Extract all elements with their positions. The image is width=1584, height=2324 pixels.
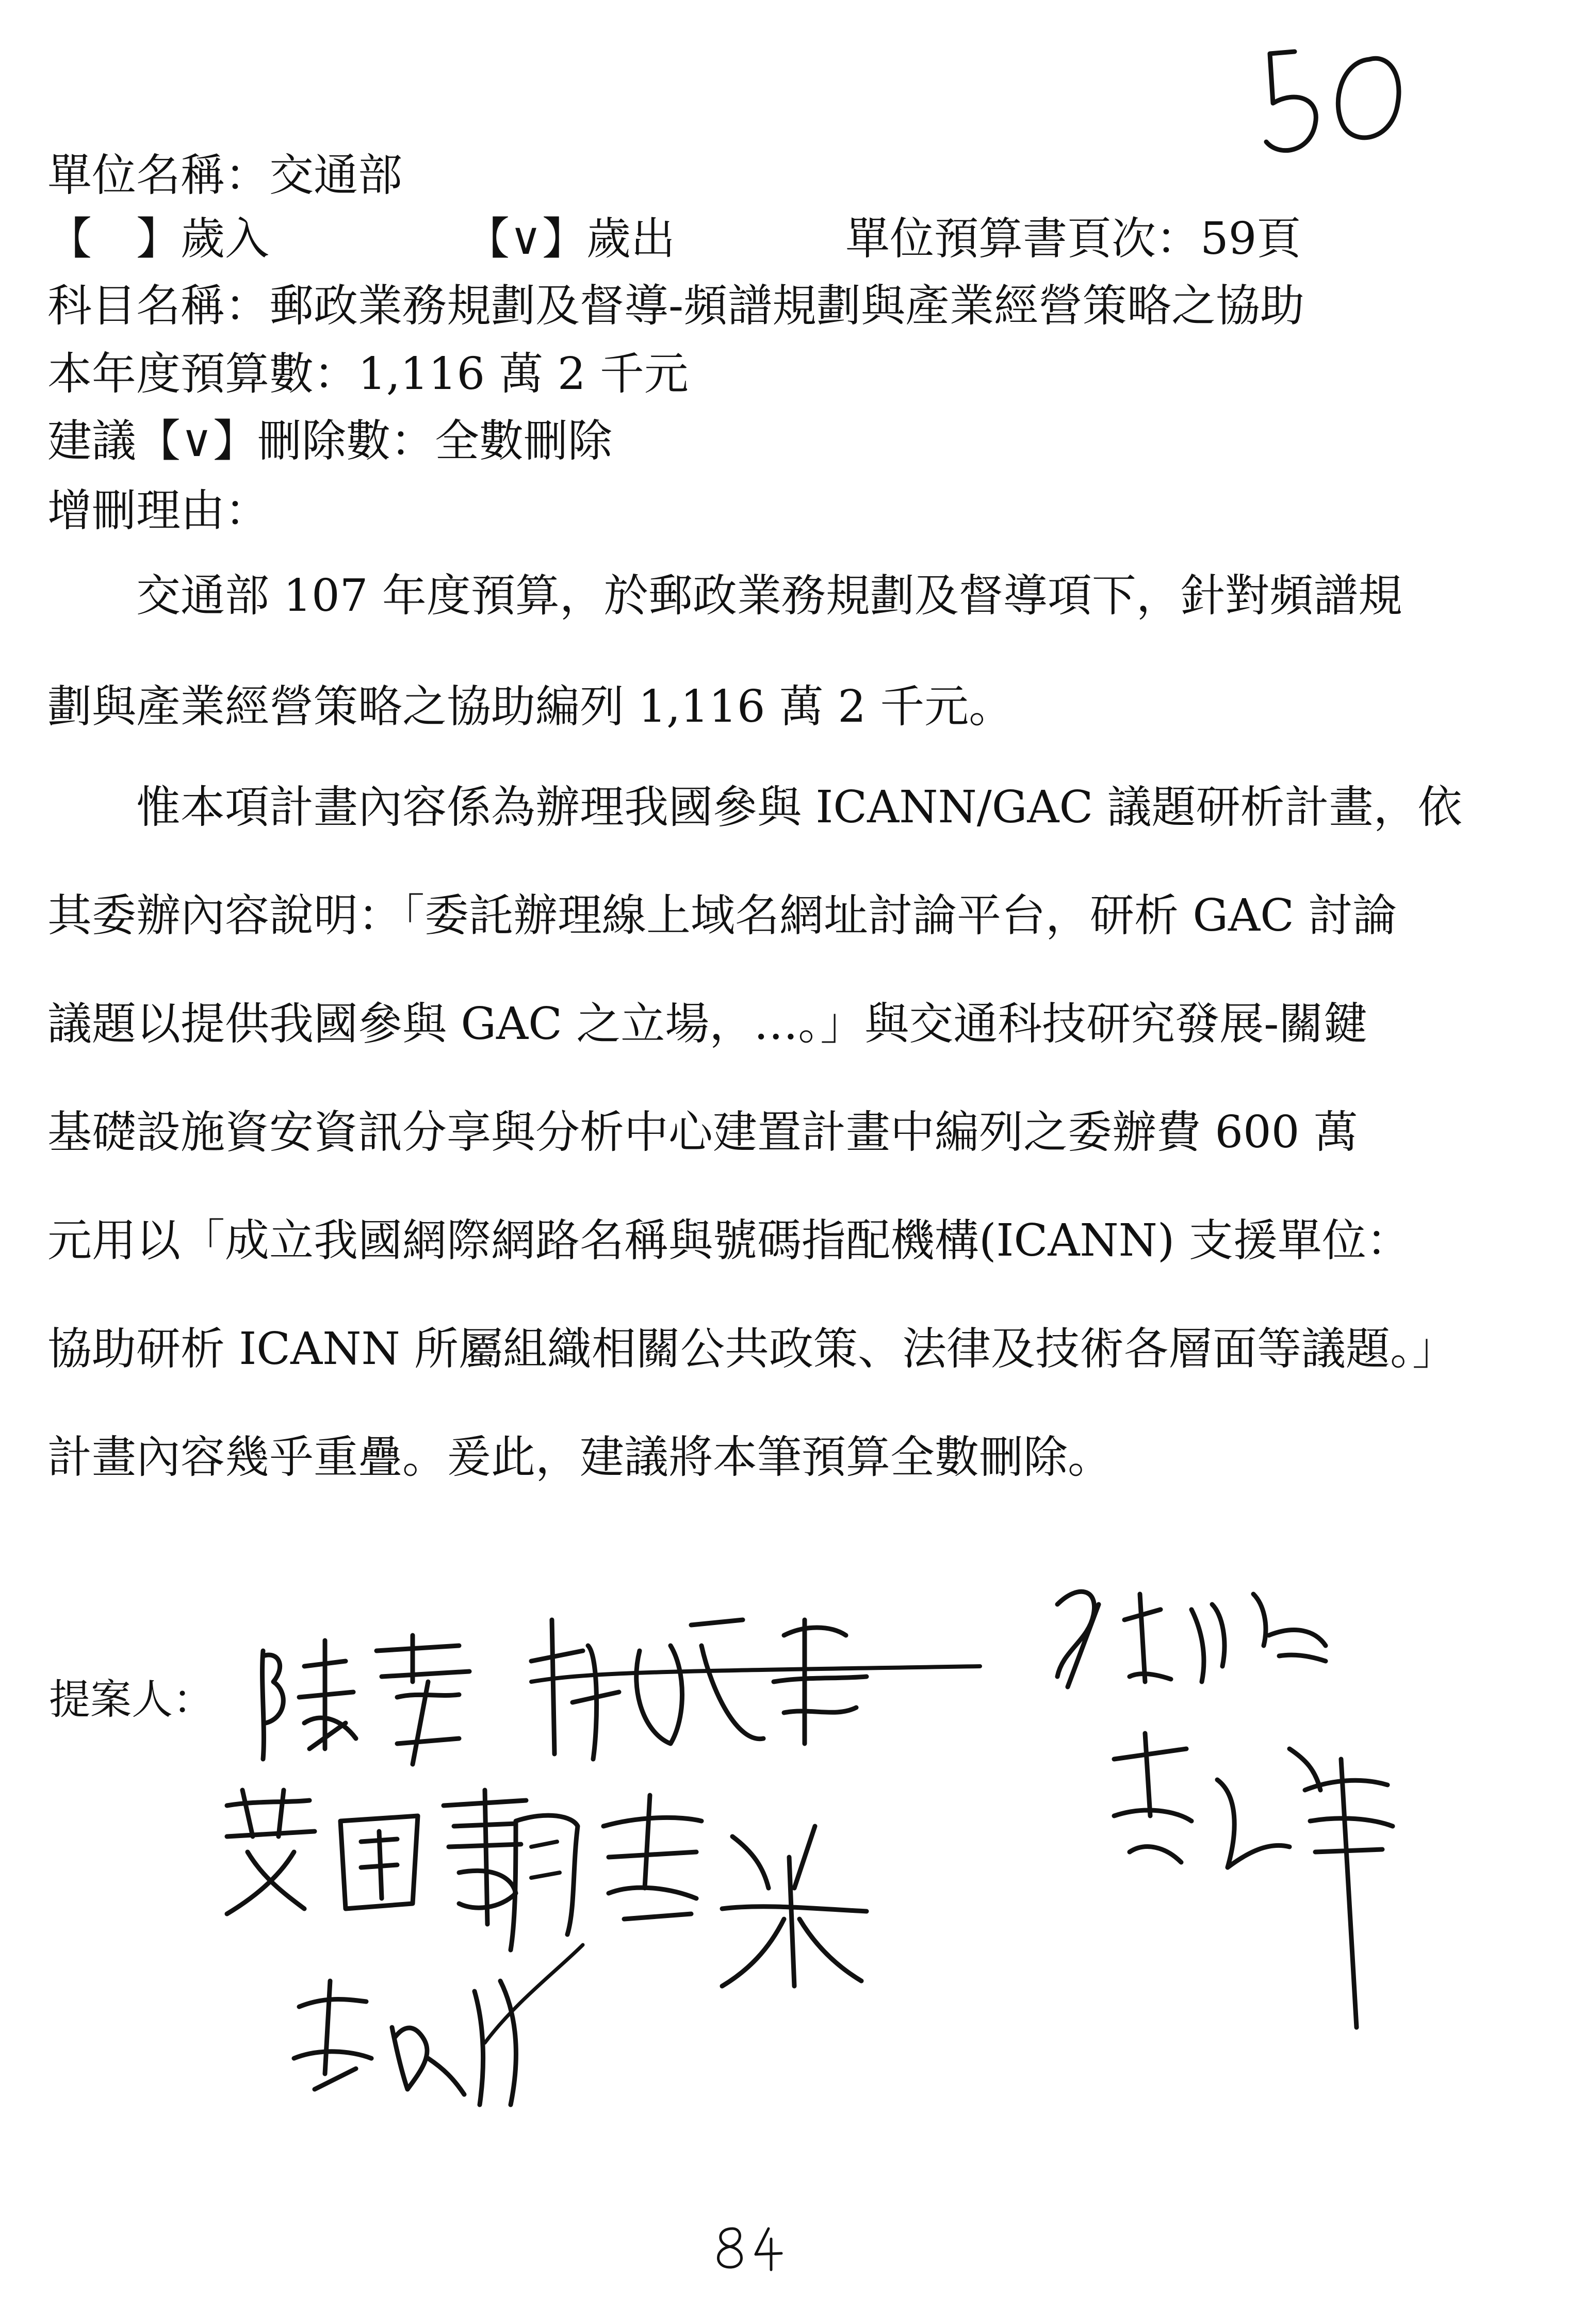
unit-name-value: 交通部 (269, 150, 402, 201)
subject-line (47, 278, 1304, 334)
signature-7 (268, 1950, 557, 2120)
income-checkbox: 【 】歲入 (47, 213, 269, 265)
signature-1 (242, 1620, 485, 1775)
paragraph-line: 劃與產業經營策略之協助編列 1,116 萬 2 千元。 (47, 681, 1014, 733)
expense-checkbox: 【∨】歲出 (465, 213, 675, 265)
handwritten-page-number (1259, 41, 1424, 170)
budget-amount-label: 本年度預算數： (47, 348, 358, 400)
unit-name-label: 單位名稱： (47, 150, 269, 201)
signature-3 (1037, 1563, 1346, 1697)
proposer-label: 提案人： (49, 1676, 214, 1724)
paragraph-line: 基礎設施資安資訊分享與分析中心建置計畫中編列之委辦費 600 萬 (47, 1107, 1358, 1158)
footer-handwritten-page-number (707, 2218, 789, 2275)
paragraph-line: 交通部 107 年度預算，於郵政業務規劃及督導項下，針對頻譜規 (47, 570, 1402, 622)
reason-heading (47, 482, 269, 539)
page-ref-label: 單位預算書頁次： (845, 213, 1200, 265)
proposal-checkbox: 【∨】 (136, 415, 257, 467)
budget-amount-value: 1,116 萬 2 千元 (358, 348, 689, 400)
signature-6 (1083, 1718, 1418, 2043)
proposal-prefix: 建議 (47, 415, 136, 467)
page-ref-value: 59頁 (1200, 213, 1301, 265)
proposal-line (47, 413, 612, 469)
budget-amount-line (47, 346, 689, 402)
reason-label: 增刪理由： (47, 485, 269, 537)
signature-2 (516, 1589, 1011, 1775)
subject-label: 科目名稱： (47, 280, 269, 332)
paragraph-line: 元用以「成立我國網際網路名稱與號碼指配機構(ICANN) 支援單位： (47, 1215, 1411, 1266)
budget-type-line (47, 210, 1301, 267)
paragraph-line: 協助研析 ICANN 所屬組織相關公共政策、法律及技術各層面等議題。」 (47, 1323, 1457, 1375)
unit-name-line (47, 147, 402, 204)
subject-value: 郵政業務規劃及督導-頻譜規劃與產業經營策略之協助 (269, 280, 1305, 332)
proposal-label: 刪除數： (257, 415, 435, 467)
paragraph-line: 惟本項計畫內容係為辦理我國參與 ICANN/GAC 議題研析計畫，依 (47, 782, 1462, 833)
proposal-value: 全數刪除 (434, 415, 612, 467)
paragraph-line: 其委辦內容說明：「委託辦理線上域名網址討論平台，研析 GAC 討論 (47, 890, 1397, 941)
paragraph-line: 計畫內容幾乎重疊。爰此，建議將本筆預算全數刪除。 (47, 1432, 1112, 1483)
paragraph-line: 議題以提供我國參與 GAC 之立場，…。」與交通科技研究發展-關鍵 (47, 998, 1368, 1050)
